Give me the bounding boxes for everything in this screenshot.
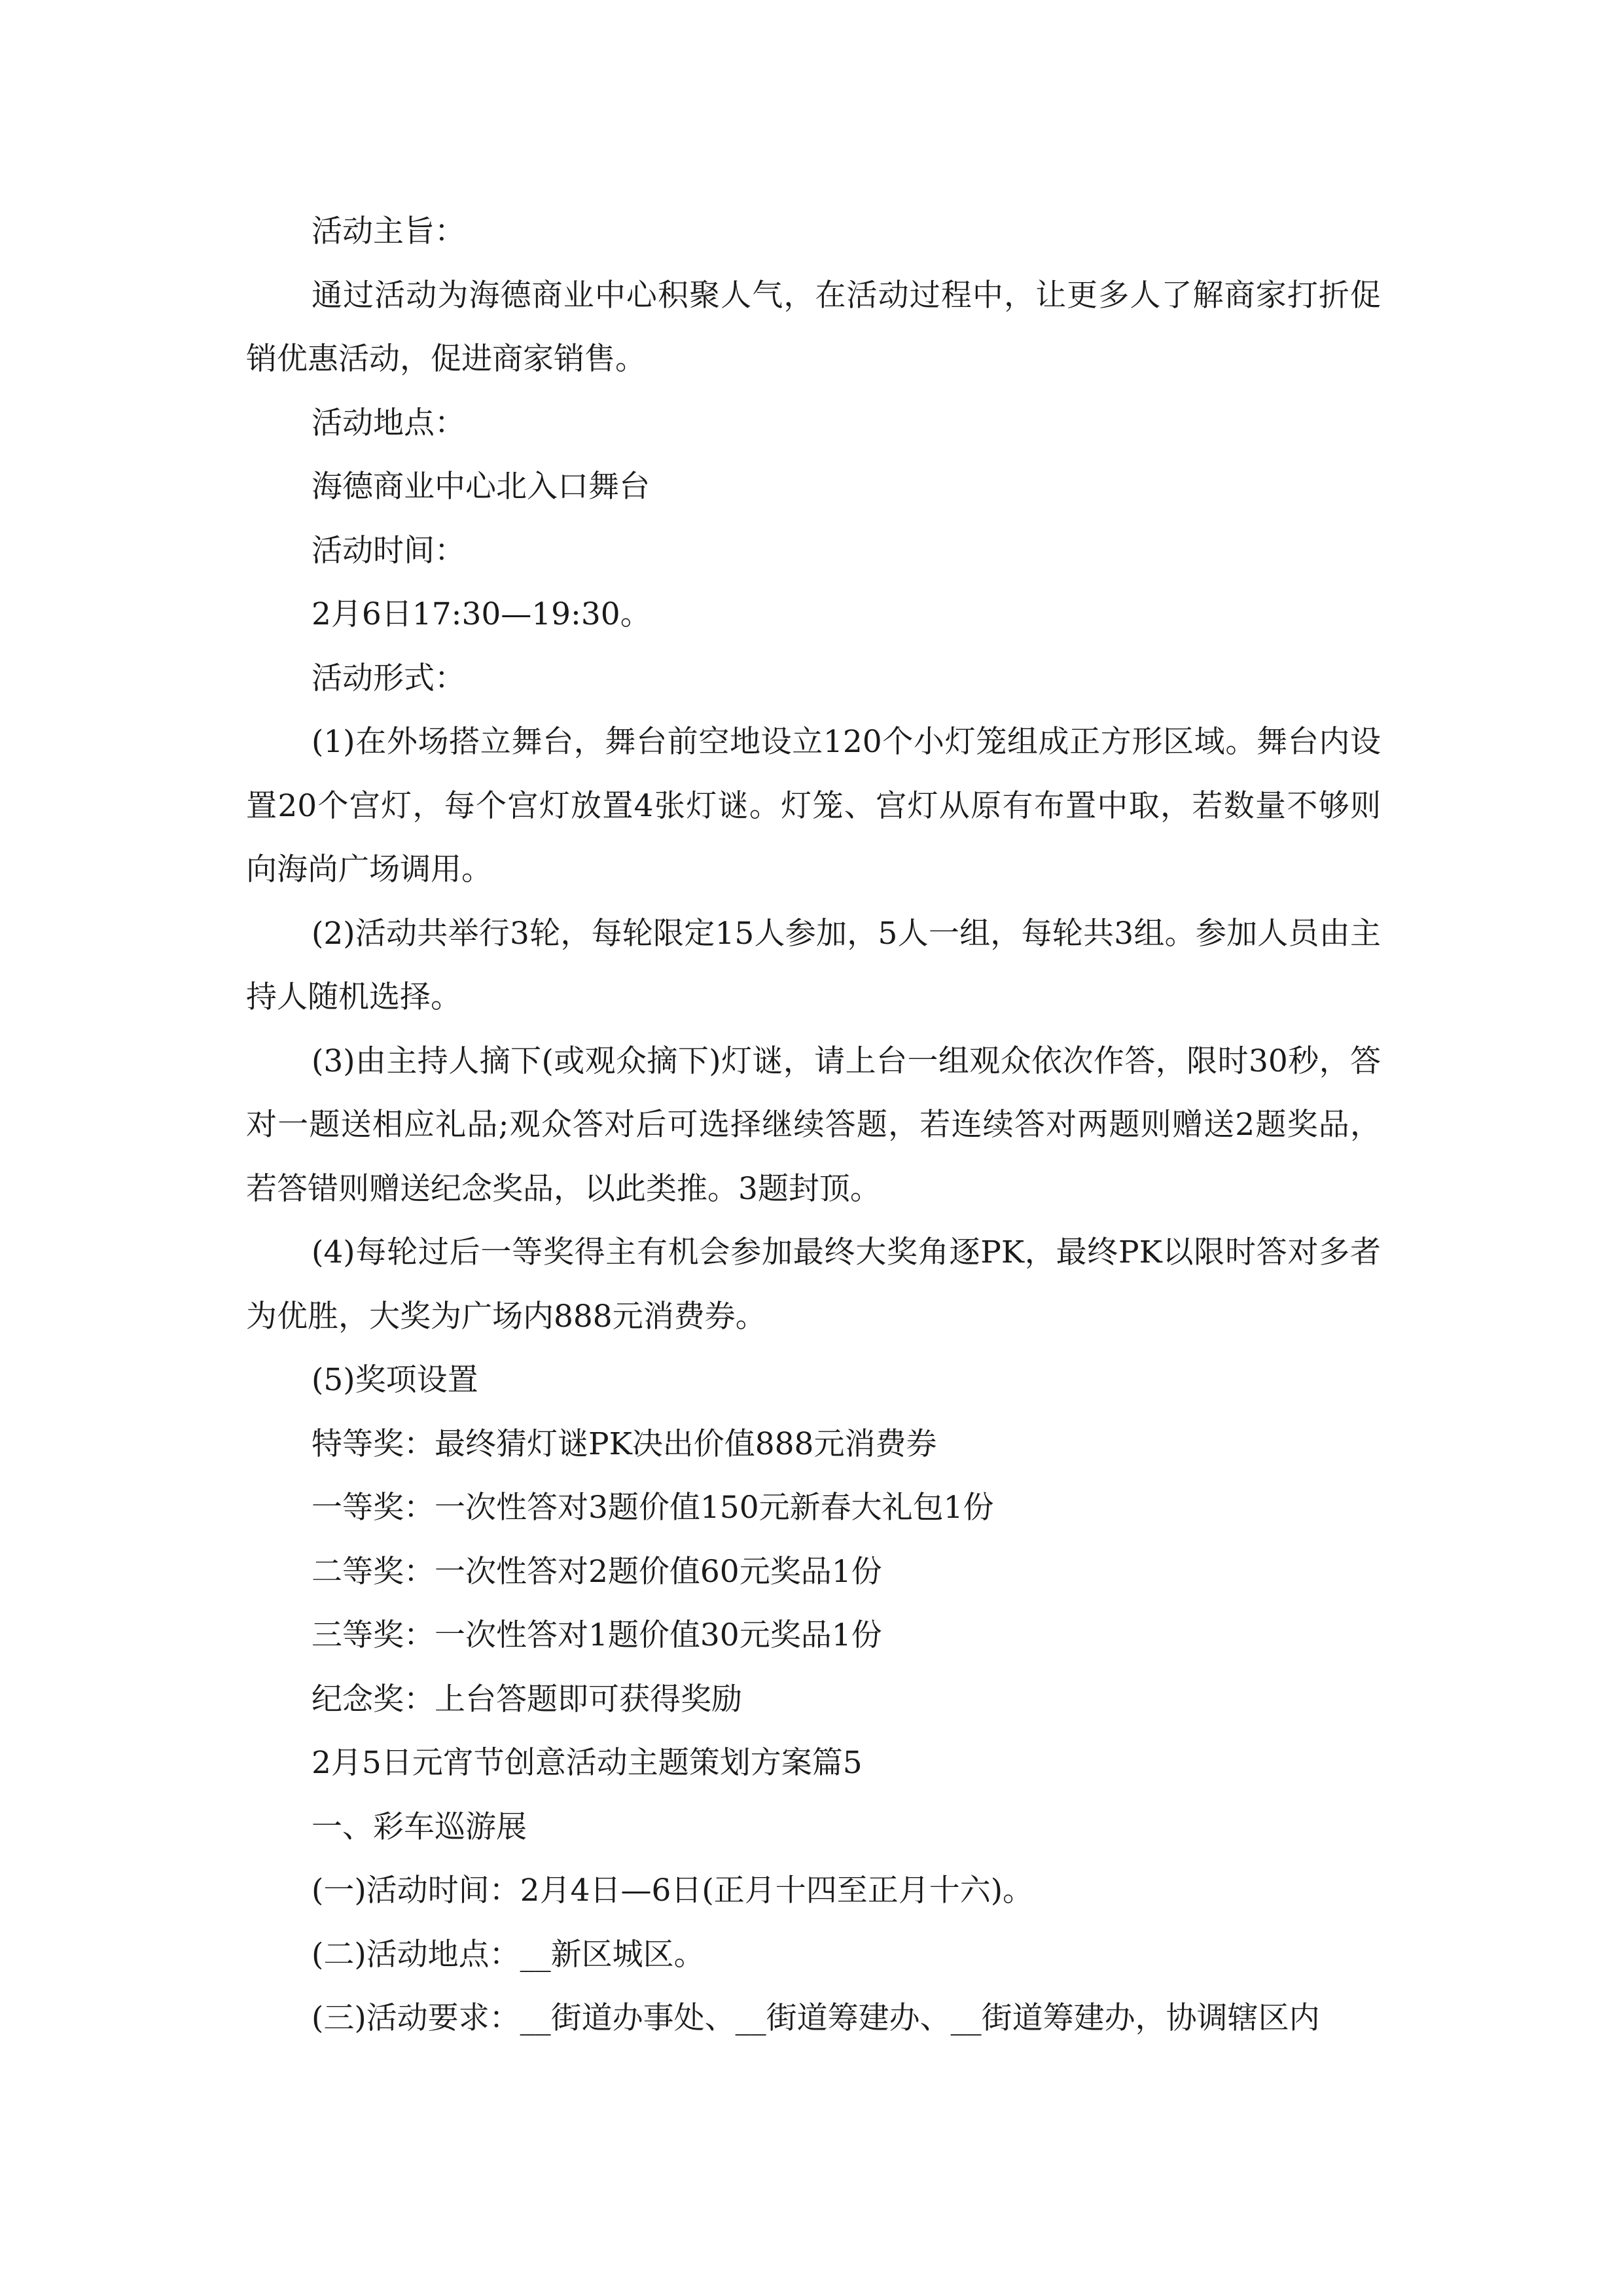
parade-requirements: (三)活动要求：__街道办事处、__街道筹建办、__街道筹建办，协调辖区内 [312, 2000, 1320, 2036]
time-paragraph: 2月6日17:30—19:30。 [312, 596, 651, 632]
purpose-paragraph: 通过活动为海德商业中心积聚人气，在活动过程中，让更多人了解商家打折促销优惠活动，促进商家销售。 [246, 277, 1381, 377]
section-heading-parade: 一、彩车巡游展 [312, 1808, 527, 1845]
prize-third: 三等奖：一次性答对1题价值30元奖品1份 [312, 1617, 882, 1653]
section-heading-purpose: 活动主旨： [312, 213, 465, 249]
prize-special: 特等奖：最终猜灯谜PK决出价值888元消费券 [312, 1426, 937, 1462]
plan-title: 2月5日元宵节创意活动主题策划方案篇5 [312, 1745, 863, 1781]
parade-location: (二)活动地点：__新区城区。 [312, 1936, 705, 1973]
document-body [246, 200, 1381, 2051]
format-item-2: (2)活动共举行3轮，每轮限定15人参加，5人一组，每轮共3组。参加人员由主持人随机选择。 [246, 915, 1381, 1015]
section-heading-format: 活动形式： [312, 660, 465, 696]
format-item-1: (1)在外场搭立舞台，舞台前空地设立120个小灯笼组成正方形区域。舞台内设置20个宫灯，每个宫灯放置4张灯谜。灯笼、宫灯从原有布置中取，若数量不够则向海尚广场调用。 [246, 724, 1381, 888]
parade-time: (一)活动时间：2月4日—6日(正月十四至正月十六)。 [312, 1873, 1034, 1909]
section-heading-time: 活动时间： [312, 532, 465, 569]
format-item-3: (3)由主持人摘下(或观众摘下)灯谜，请上台一组观众依次作答，限时30秒，答对一题送相应礼品;观众答对后可选择继续答题，若连续答对两题则赠送2题奖品，若答错则赠送纪念奖品，以此类推。3题封顶。 [246, 1043, 1381, 1207]
prize-first: 一等奖：一次性答对3题价值150元新春大礼包1份 [312, 1490, 994, 1526]
format-item-4: (4)每轮过后一等奖得主有机会参加最终大奖角逐PK，最终PK以限时答对多者为优胜，大奖为广场内888元消费券。 [246, 1234, 1381, 1335]
location-paragraph: 海德商业中心北入口舞台 [312, 469, 650, 505]
prize-souvenir: 纪念奖：上台答题即可获得奖励 [312, 1681, 742, 1717]
format-item-5: (5)奖项设置 [312, 1362, 478, 1398]
section-heading-location: 活动地点： [312, 404, 465, 441]
prize-second: 二等奖：一次性答对2题价值60元奖品1份 [312, 1553, 882, 1590]
